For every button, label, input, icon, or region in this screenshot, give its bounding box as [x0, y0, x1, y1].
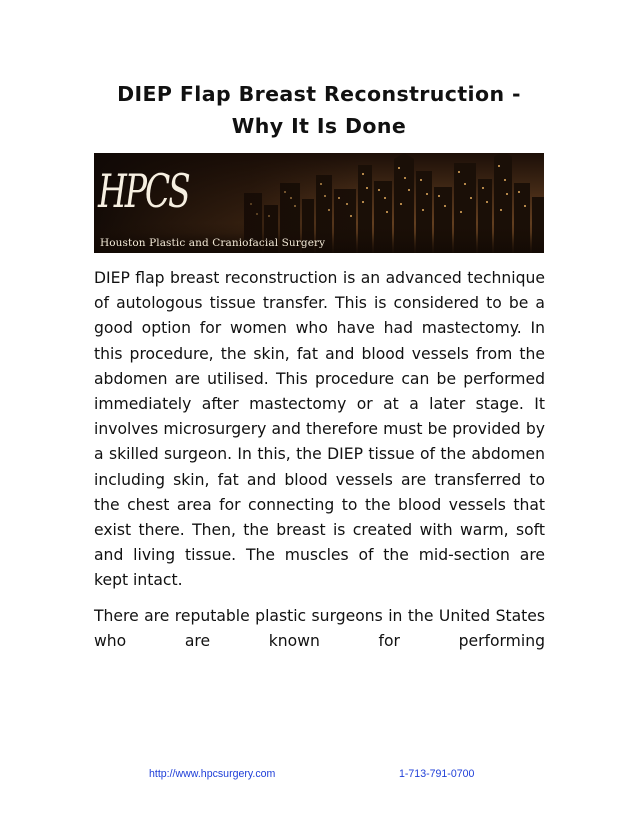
title-line-2: Why It Is Done	[231, 114, 407, 138]
paragraph-2: There are reputable plastic surgeons in the United States who are known for performing	[94, 606, 545, 650]
header-banner-image	[94, 153, 544, 253]
footer-website-link[interactable]: http://www.hpcsurgery.com	[149, 768, 276, 780]
title-line-1: DIEP Flap Breast Reconstruction -	[117, 82, 521, 106]
banner-caption: Houston Plastic and Craniofacial Surgery	[100, 237, 326, 249]
article-body	[94, 266, 545, 654]
page-footer	[0, 768, 638, 784]
page-title	[80, 78, 558, 142]
footer-phone-number: 1-713-791-0700	[399, 768, 475, 780]
paragraph-1: DIEP flap breast reconstruction is an advanced technique of autologous tissue transfer. This is considered to be a good option for women who have had mastectomy. In this procedure, the skin, fat and blood vessels from the abdomen are utilised. This procedure can be performed immediately after mastectomy or at a later stage. It involves microsurgery and therefore must be provided by a skilled surgeon. In this, the DIEP tissue of the abdomen including skin, fat and blood vessels are transferred to the chest area for connecting to the blood vessels that exist there. Then, the breast is created with warm, soft and living tissue. The muscles of the mid-section are kept intact.	[94, 269, 545, 590]
hpcs-logo: HPCS	[98, 164, 189, 218]
